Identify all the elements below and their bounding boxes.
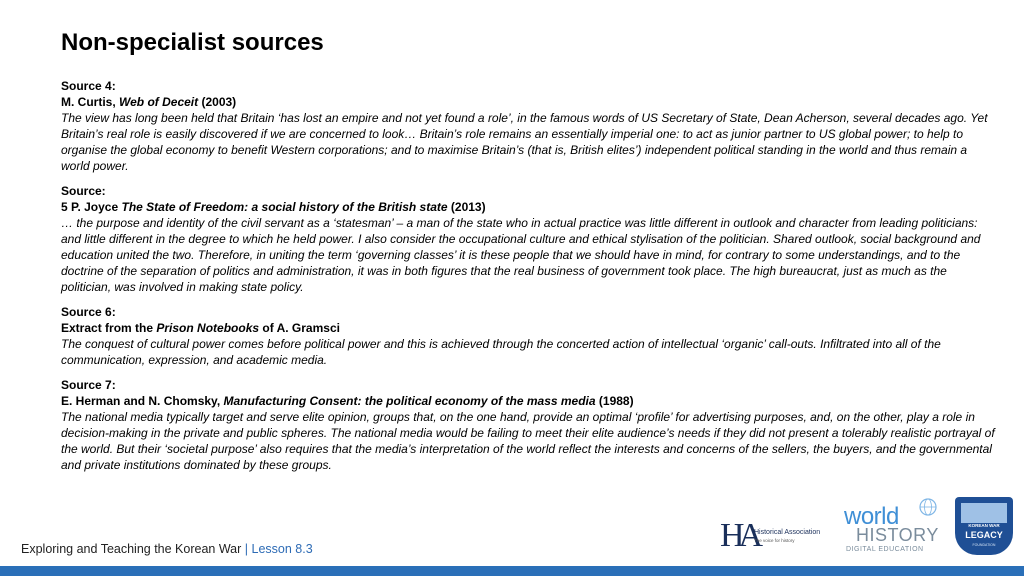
kwl-shield: [955, 497, 1013, 555]
source-quote: The conquest of cultural power comes before political power and this is achieved through the concerted action of intellectual ‘organic’ call-outs. Infiltrated into all of the communication, expression, and academic media.: [61, 337, 941, 367]
source-quote: The view has long been held that Britain ‘has lost an empire and not yet found a role’, in the famous words of US Secretary of State, Dean Acherson, several decades ago. Yet Britain’s real role is easily discovered if we are concerned to look… Britain’s role remains an essentially imperial one: to act as junior partner to US global power; to help to organise the global economy to benefit Western corporations; and to maximise Britain’s (that is, British elites’) independent political standing in the world and thus remain a world power.: [61, 111, 988, 173]
footer-course-label: [21, 542, 313, 556]
historical-association-logo: [720, 516, 832, 556]
citation-year: (1988): [595, 394, 634, 408]
source-quote: … the purpose and identity of the civil servant as a ‘statesman’ – a man of the state who in actual practice was little different in outlook and character from leading politicians: and little different in the degree to which he held power. I also consider the occupational culture and ethical stylisation of the politician. Shared outlook, social background and education united the two. Therefore, in uniting the term ‘governing classes’ it is these people that we should have in mind, for contrary to some understandings, and to the doctrine of the separation of politics and administration, it was in both figures that the real business of government took place. The high bureaucrat, just as much as the politician, was involved in making state policy.: [61, 216, 981, 294]
source-label: Source 4:: [61, 79, 116, 93]
footer-separator: |: [244, 542, 249, 556]
source-label: Source:: [61, 184, 106, 198]
kwl-logo-sub: FOUNDATION: [972, 543, 996, 547]
kwl-skyline: [961, 503, 1007, 523]
citation-work: Prison Notebooks: [156, 321, 260, 335]
citation-author: 5 P. Joyce: [61, 200, 122, 214]
source-block: [61, 78, 996, 174]
page-title: Non-specialist sources: [61, 29, 324, 56]
source-label: Source 6:: [61, 305, 116, 319]
footer-lesson: Lesson 8.3: [251, 542, 313, 556]
source-block: [61, 304, 996, 368]
citation-work: Manufacturing Consent: the political economy of the mass media: [223, 394, 596, 408]
wh-logo-digital: DIGITAL EDUCATION: [846, 546, 924, 553]
wh-logo-world: world: [844, 503, 899, 530]
ha-logo-tagline: The voice for history: [754, 538, 795, 543]
wh-logo-history: HISTORY: [856, 525, 939, 545]
citation-year: (2003): [198, 95, 237, 109]
kwl-logo-main: LEGACY: [965, 530, 1003, 540]
source-block: [61, 377, 996, 473]
citation-work: Web of Deceit: [119, 95, 199, 109]
ha-logo-name: Historical Association: [754, 529, 821, 536]
world-history-digital-education-logo: [842, 497, 942, 557]
sources-list: [61, 78, 996, 482]
citation-author: Extract from the: [61, 321, 157, 335]
source-citation: [61, 320, 996, 336]
citation-author: E. Herman and N. Chomsky,: [61, 394, 224, 408]
korean-war-legacy-logo: [955, 497, 1013, 555]
source-block: [61, 183, 996, 295]
ha-logo-mark: HA: [720, 517, 758, 554]
bottom-accent-bar: [0, 566, 1024, 576]
kwl-logo-top: KOREAN WAR: [968, 523, 1000, 528]
citation-work: The State of Freedom: a social history of the British state: [121, 200, 448, 214]
source-label: Source 7:: [61, 378, 116, 392]
citation-year: of A. Gramsci: [259, 321, 340, 335]
source-citation: [61, 393, 996, 409]
ha-logo-text: [754, 529, 820, 543]
source-quote: The national media typically target and serve elite opinion, groups that, on the one hand, provide an optimal ‘profile’ for advertising purposes, and, on the other, play a role in decision-making in the private and public spheres. The national media would be failing to meet their elite audience’s needs if they did not present a tolerably realistic portrayal of the world. But their ‘societal purpose’ also requires that the media’s interpretation of the world reflect the interests and concerns of the sellers, the buyers, and the governmental and private institutions dominated by these groups.: [61, 410, 995, 472]
footer-course: Exploring and Teaching the Korean War: [21, 542, 242, 556]
source-citation: [61, 94, 996, 110]
citation-author: M. Curtis,: [61, 95, 120, 109]
source-citation: [61, 199, 996, 215]
citation-year: (2013): [447, 200, 486, 214]
